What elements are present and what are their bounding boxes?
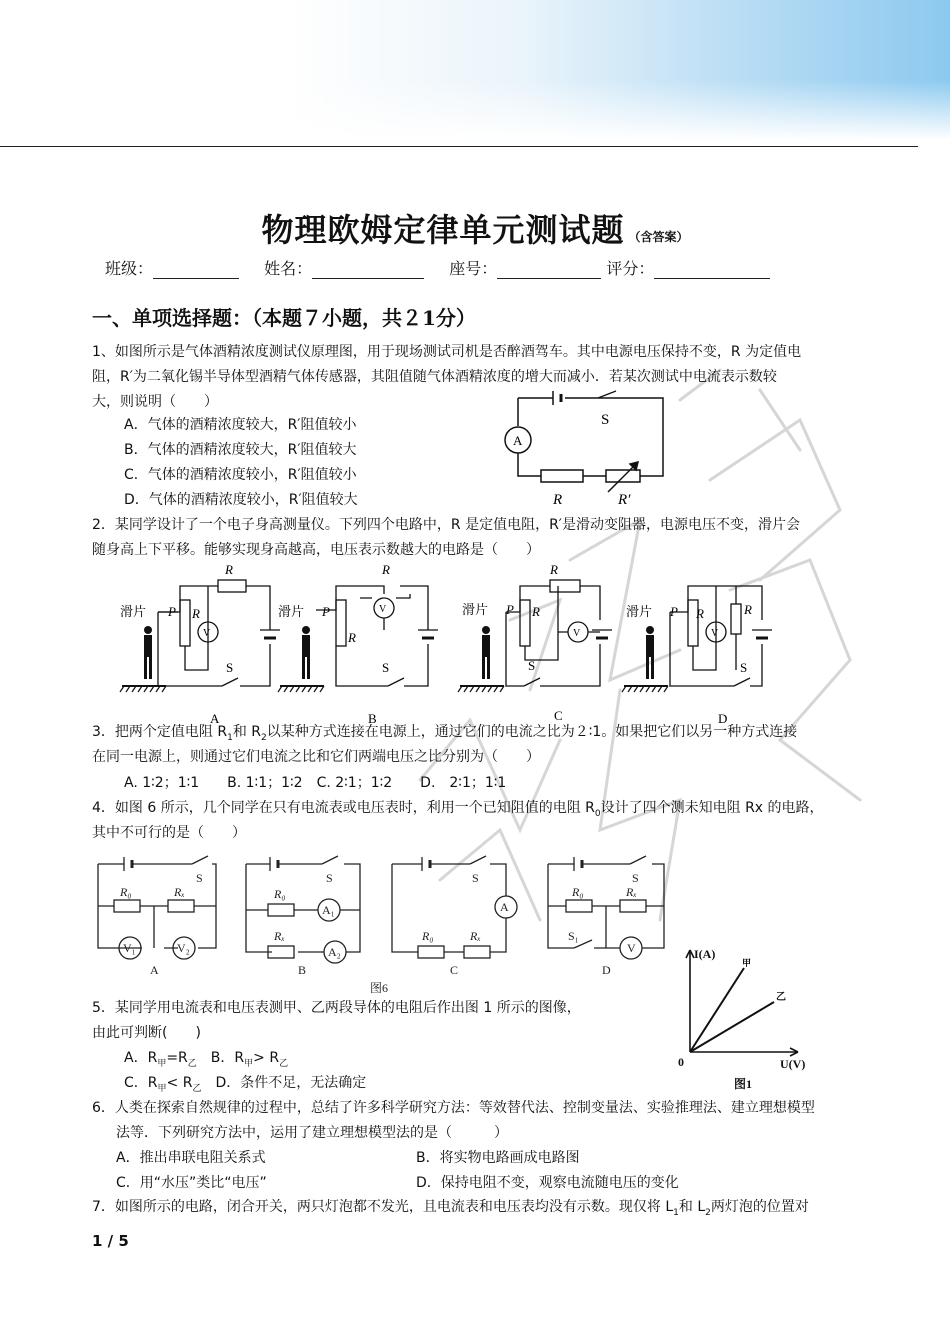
q2-label-b: B (368, 711, 377, 726)
q2c-voltmeter-label: V (573, 628, 581, 639)
q2d-voltmeter-label: V (711, 628, 719, 639)
q2d-rprime-label: R (696, 606, 704, 621)
q2a-voltmeter-label: V (203, 628, 211, 639)
q4b-switch-label: S (326, 871, 333, 885)
header-gradient (0, 0, 950, 140)
q2b-p-label: P (322, 604, 330, 619)
q1-option-a[interactable]: A．气体的酒精浓度较大，R′阻值较小 (124, 417, 357, 433)
q6-line-1: 6．人类在探索自然规律的过程中，总结了许多科学研究方法：等效替代法、控制变量法、实验推理法、建立理想模型 (92, 1100, 815, 1116)
q3-options[interactable]: A. 1∶2；1∶1 B. 1∶1；1∶2 C. 2∶1；1∶2 D. 2∶1；1∶1 (124, 775, 507, 791)
q4c-switch-label: S (472, 871, 479, 885)
q4c-rx-label: Rₓ (470, 929, 481, 943)
q5-line-1: 5．某同学用电流表和电压表测甲、乙两段导体的电阻后作出图 1 所示的图像， (92, 1000, 581, 1016)
q4-label-d: D (602, 963, 611, 977)
q4d-rx-label: Rₓ (626, 885, 637, 899)
q1-line-2: 阻，R′为二氧化锡半导体型酒精气体传感器，其阻值随气体酒精浓度的增大而减小．若某次测试中电流表示数较 (92, 369, 777, 385)
q4a-r0-label: R₀ (120, 885, 132, 899)
q4c-r0-label: R₀ (422, 929, 434, 943)
q1-rprime-label: R′ (618, 492, 631, 508)
q4d-switch-label: S (632, 871, 639, 885)
q4a-v2-label: V₂ (177, 941, 190, 955)
q2b-switch-label: S (382, 660, 390, 675)
q4b-rx-label: Rₓ (274, 929, 285, 943)
q2c-slider-label: 滑片 (462, 602, 489, 617)
q5-iu-graph (672, 938, 822, 1094)
q2a-r-label: R (225, 562, 233, 577)
q2d-r-label: R (744, 602, 752, 617)
q1-switch-label: S (601, 412, 610, 428)
q4d-s1-label: S₁ (568, 929, 579, 943)
q1-ammeter-label: A (513, 433, 523, 448)
seat-blank[interactable] (497, 262, 601, 279)
q6-option-b[interactable]: B．将实物电路画成电路图 (416, 1150, 580, 1166)
q3-line-2: 在同一电源上，则通过它们电流之比和它们两端电压之比分别为（ ） (92, 749, 540, 765)
q4b-r0-label: R₀ (274, 887, 286, 901)
class-label: 班级： (105, 259, 154, 278)
q2c-switch-label: S (528, 658, 536, 673)
q1-circuit-figure (498, 388, 678, 513)
q2b-voltmeter-label: V (379, 604, 387, 615)
q2c-r-label: R (550, 562, 558, 577)
score-label: 评分： (606, 259, 655, 278)
q5-figure-caption: 图1 (734, 1077, 753, 1091)
q1-r-label: R (553, 492, 563, 508)
student-info-fields (105, 256, 790, 279)
q6-option-c[interactable]: C．用“水压”类比“电压” (116, 1175, 267, 1191)
q4b-a1-label: A₁ (322, 903, 335, 917)
q5-origin-label: 0 (678, 1055, 684, 1069)
q5-y-axis-label: I(A) (694, 947, 716, 961)
q4-label-a: A (150, 963, 159, 977)
q2-label-d: D (718, 711, 728, 726)
q4c-ammeter-label: A (500, 900, 509, 914)
q5-x-axis-label: U(V) (780, 1057, 806, 1071)
seat-label: 座号： (449, 259, 498, 278)
q4-line-2: 其中不可行的是（ ） (92, 825, 246, 841)
page-number: 1 / 5 (92, 1232, 129, 1250)
q2a-rprime-label: R (192, 606, 200, 621)
q4-figure-caption: 图6 (370, 981, 389, 995)
q4-circuits-figure (92, 848, 692, 996)
q4-line-1: 4．如图 6 所示，几个同学在只有电流表或电压表时，利用一个已知阻值的电阻 $R_0$设计了四个测未知电阻 Rx 的电路， (92, 800, 824, 819)
name-label: 姓名： (264, 259, 313, 278)
q4b-a2-label: A₂ (328, 945, 341, 959)
q2b-rprime-label: R (348, 630, 356, 645)
q1-line-1: 1、如图所示是气体酒精浓度测试仪原理图，用于现场测试司机是否醉酒驾车。其中电源电压保持不变，R 为定值电 (92, 344, 802, 360)
q2-label-a: A (210, 711, 220, 726)
q2c-rprime-label: R (532, 604, 540, 619)
q2d-slider-label: 滑片 (626, 604, 653, 619)
q3-line-1: 3．把两个定值电阻 $R_1$和 $R_2$以某种方式连接在电源上，通过它们的电流之比为２∶1。如果把它们以另一种方式连接 (92, 724, 798, 743)
q2d-p-label: P (670, 604, 678, 619)
class-blank[interactable] (153, 262, 239, 279)
q2b-slider-label: 滑片 (278, 604, 305, 619)
q4-label-c: C (450, 963, 459, 977)
q5-options-row-1[interactable]: A．$R_甲=R_乙$ B．$R_甲> R_乙$ (124, 1050, 289, 1069)
q2b-r-label: R (382, 562, 390, 577)
q1-option-b[interactable]: B．气体的酒精浓度较大，R′阻值较大 (124, 442, 357, 458)
header-rule (0, 146, 918, 147)
q2a-slider-label: 滑片 (120, 604, 147, 619)
q7-line-1: 7．如图所示的电路，闭合开关，两只灯泡都不发光，且电流表和电压表均没有示数。现仅将 $L_1$和 $L_2$两灯泡的位置对 (92, 1199, 809, 1218)
q2-line-2: 随身高上下平移。能够实现身高越高，电压表示数越大的电路是（ ） (92, 542, 540, 558)
q2-circuits-figure (110, 560, 800, 728)
q2c-p-label: P (506, 602, 514, 617)
q6-option-a[interactable]: A．推出串联电阻关系式 (116, 1150, 266, 1166)
q4d-voltmeter-label: V (627, 941, 636, 955)
page-title: 物理欧姆定律单元测试题 （含答案） (261, 211, 689, 249)
q2a-p-label: P (168, 604, 176, 619)
q2-label-c: C (554, 708, 563, 723)
q2-line-1: 2．某同学设计了一个电子身高测量仪。下列四个电路中，R 是定值电阻，R′是滑动变阻器，电源电压不变，滑片会 (92, 517, 800, 533)
q5-jia-label: 甲 (742, 958, 752, 968)
score-blank[interactable] (654, 262, 770, 279)
q4a-v1-label: V₁ (123, 941, 136, 955)
q6-option-d[interactable]: D．保持电阻不变，观察电流随电压的变化 (416, 1175, 679, 1191)
section-heading: 一、单项选择题：（本题７小题，共２1分） (92, 306, 476, 330)
q2a-switch-label: S (226, 660, 234, 675)
q1-option-c[interactable]: C．气体的酒精浓度较小，R′阻值较小 (124, 467, 357, 483)
q4a-rx-label: Rₓ (174, 885, 185, 899)
q6-line-2: 法等．下列研究方法中，运用了建立理想模型法的是（ ） (116, 1125, 508, 1141)
name-blank[interactable] (312, 262, 424, 279)
q5-yi-label: 乙 (776, 992, 786, 1003)
q1-option-d[interactable]: D．气体的酒精浓度较小，R′阻值较大 (124, 492, 358, 508)
q4d-r0-label: R₀ (572, 885, 584, 899)
q2d-switch-label: S (740, 660, 748, 675)
q5-line-2: 由此可判断( ) (92, 1025, 201, 1041)
q4a-switch-label: S (196, 871, 203, 885)
q1-line-3: 大，则说明（ ） (92, 394, 218, 410)
q5-options-row-2[interactable]: C．$R_甲< R_乙$ D．条件不足，无法确定 (124, 1075, 367, 1094)
q4-label-b: B (298, 963, 307, 977)
